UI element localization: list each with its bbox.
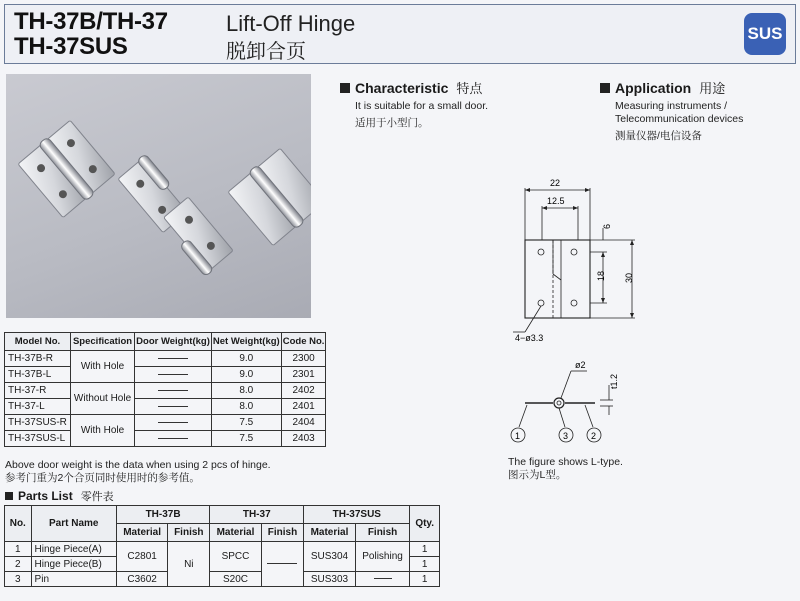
figure-note-en: The figure shows L-type. bbox=[508, 456, 623, 468]
dim-height-label: 30 bbox=[624, 272, 634, 283]
dash-mark bbox=[158, 422, 188, 423]
application-text-en-2: Telecommunication devices bbox=[615, 113, 744, 125]
characteristic-text-cn: 适用于小型门。 bbox=[355, 117, 429, 129]
characteristic-text-en: It is suitable for a small door. bbox=[355, 100, 489, 112]
cell-finish bbox=[355, 572, 410, 587]
parts-list-title-cn: 零件表 bbox=[80, 491, 114, 503]
cell-spec: With Hole bbox=[70, 415, 134, 447]
callout-1: 1 bbox=[515, 431, 521, 441]
col-qty: Qty. bbox=[410, 506, 440, 542]
application-text-cn: 测量仪器/电信设备 bbox=[615, 130, 702, 142]
cell-model: TH-37SUS-L bbox=[5, 431, 71, 447]
square-bullet-icon bbox=[5, 492, 13, 500]
col-spec: Specification bbox=[70, 333, 134, 351]
table-row bbox=[5, 383, 326, 399]
dimension-drawing-front bbox=[495, 170, 665, 350]
cell-material: C3602 bbox=[116, 572, 167, 587]
model-number-line2: TH-37SUS bbox=[14, 33, 128, 60]
col-net-weight: Net Weight(kg) bbox=[211, 333, 281, 351]
col-material: Material bbox=[304, 524, 355, 542]
cell-no: 2 bbox=[5, 557, 32, 572]
cell-model: TH-37B-R bbox=[5, 351, 71, 367]
application-text-en-1: Measuring instruments / bbox=[615, 100, 728, 112]
col-door-weight: Door Weight(kg) bbox=[135, 333, 212, 351]
table-row bbox=[5, 431, 326, 447]
cell-code: 2401 bbox=[281, 399, 326, 415]
cell-code: 2403 bbox=[281, 431, 326, 447]
col-material: Material bbox=[116, 524, 167, 542]
cell-code: 2402 bbox=[281, 383, 326, 399]
cell-part-name: Hinge Piece(B) bbox=[31, 557, 116, 572]
col-group-th37: TH-37 bbox=[210, 506, 304, 524]
parts-list-heading bbox=[5, 488, 114, 504]
cell-code: 2300 bbox=[281, 351, 326, 367]
col-group-th37b: TH-37B bbox=[116, 506, 209, 524]
cell-model: TH-37B-L bbox=[5, 367, 71, 383]
cell-door-weight bbox=[135, 383, 212, 399]
cell-code: 2301 bbox=[281, 367, 326, 383]
specification-table bbox=[4, 332, 326, 447]
sus-badge: SUS bbox=[744, 13, 786, 55]
col-no: No. bbox=[5, 506, 32, 542]
cell-finish: Polishing bbox=[355, 542, 410, 572]
application-heading bbox=[600, 78, 725, 97]
col-material: Material bbox=[210, 524, 261, 542]
hole-spec-label: 4−ø3.3 bbox=[515, 333, 544, 343]
cell-material: S20C bbox=[210, 572, 261, 587]
cell-no: 3 bbox=[5, 572, 32, 587]
cell-door-weight bbox=[135, 415, 212, 431]
dash-mark bbox=[158, 358, 188, 359]
callout-2: 2 bbox=[591, 431, 597, 441]
pin-diameter-label: ø2 bbox=[575, 360, 586, 370]
door-weight-note-cn: 参考门重为2个合页同时使用时的参考值。 bbox=[5, 472, 200, 484]
dimension-drawing-side bbox=[505, 355, 625, 450]
callout-3: 3 bbox=[563, 431, 569, 441]
col-code: Code No. bbox=[281, 333, 326, 351]
table-row bbox=[5, 542, 440, 557]
parts-header-row bbox=[5, 506, 440, 524]
parts-table bbox=[4, 505, 440, 587]
characteristic-title: Characteristic bbox=[355, 80, 449, 96]
table-row bbox=[5, 367, 326, 383]
characteristic-heading bbox=[340, 78, 482, 97]
col-group-th37sus: TH-37SUS bbox=[304, 506, 410, 524]
cell-net: 7.5 bbox=[211, 431, 281, 447]
cell-door-weight bbox=[135, 399, 212, 415]
cell-net: 8.0 bbox=[211, 399, 281, 415]
cell-door-weight bbox=[135, 431, 212, 447]
table-row bbox=[5, 415, 326, 431]
dash-mark bbox=[158, 390, 188, 391]
col-part-name: Part Name bbox=[31, 506, 116, 542]
col-model: Model No. bbox=[5, 333, 71, 351]
table-row bbox=[5, 351, 326, 367]
cell-spec: Without Hole bbox=[70, 383, 134, 415]
dash-mark bbox=[374, 578, 392, 579]
cell-material: SUS303 bbox=[304, 572, 355, 587]
table-row bbox=[5, 399, 326, 415]
cell-net: 9.0 bbox=[211, 351, 281, 367]
cell-material: SUS304 bbox=[304, 542, 355, 572]
product-title-en: Lift-Off Hinge bbox=[226, 11, 356, 36]
col-finish: Finish bbox=[261, 524, 304, 542]
dim-half-label: 12.5 bbox=[547, 196, 565, 206]
dash-mark bbox=[267, 563, 297, 564]
dash-mark bbox=[158, 406, 188, 407]
dash-mark bbox=[158, 438, 188, 439]
cell-part-name: Hinge Piece(A) bbox=[31, 542, 116, 557]
cell-door-weight bbox=[135, 351, 212, 367]
model-number-line1: TH-37B/TH-37 bbox=[14, 8, 168, 35]
cell-finish: Ni bbox=[168, 542, 210, 587]
spec-header-row bbox=[5, 333, 326, 351]
cell-qty: 1 bbox=[410, 572, 440, 587]
cell-material: C2801 bbox=[116, 542, 167, 572]
cell-model: TH-37-R bbox=[5, 383, 71, 399]
application-title-cn: 用途 bbox=[699, 81, 726, 96]
figure-note-cn: 图示为L型。 bbox=[508, 469, 567, 481]
cell-model: TH-37-L bbox=[5, 399, 71, 415]
cell-net: 9.0 bbox=[211, 367, 281, 383]
cell-net: 8.0 bbox=[211, 383, 281, 399]
cell-code: 2404 bbox=[281, 415, 326, 431]
application-title: Application bbox=[615, 80, 692, 96]
product-photo bbox=[6, 74, 311, 318]
dash-mark bbox=[158, 374, 188, 375]
col-finish: Finish bbox=[168, 524, 210, 542]
cell-spec: With Hole bbox=[70, 351, 134, 383]
parts-list-title: Parts List bbox=[18, 489, 73, 503]
dim-width-label: 22 bbox=[550, 178, 561, 188]
table-row bbox=[5, 572, 440, 587]
cell-net: 7.5 bbox=[211, 415, 281, 431]
hinge-closed-no-hole bbox=[227, 147, 311, 247]
cell-model: TH-37SUS-R bbox=[5, 415, 71, 431]
cell-no: 1 bbox=[5, 542, 32, 557]
thickness-label: t1.2 bbox=[609, 373, 619, 389]
cell-finish bbox=[261, 542, 304, 587]
square-bullet-icon bbox=[340, 83, 350, 93]
cell-qty: 1 bbox=[410, 542, 440, 557]
square-bullet-icon bbox=[600, 83, 610, 93]
cell-door-weight bbox=[135, 367, 212, 383]
dim-top-label: 6 bbox=[602, 223, 612, 229]
door-weight-note-en: Above door weight is the data when using 2 pcs of hinge. bbox=[5, 459, 271, 471]
product-title-cn: 脱卸合页 bbox=[226, 41, 306, 63]
hinge-closed-left bbox=[17, 119, 117, 219]
cell-qty: 1 bbox=[410, 557, 440, 572]
hinge-photo-illustration bbox=[6, 74, 311, 318]
cell-part-name: Pin bbox=[31, 572, 116, 587]
col-finish: Finish bbox=[355, 524, 410, 542]
characteristic-title-cn: 特点 bbox=[456, 81, 483, 96]
dim-mid-label: 18 bbox=[596, 270, 606, 281]
cell-material: SPCC bbox=[210, 542, 261, 572]
